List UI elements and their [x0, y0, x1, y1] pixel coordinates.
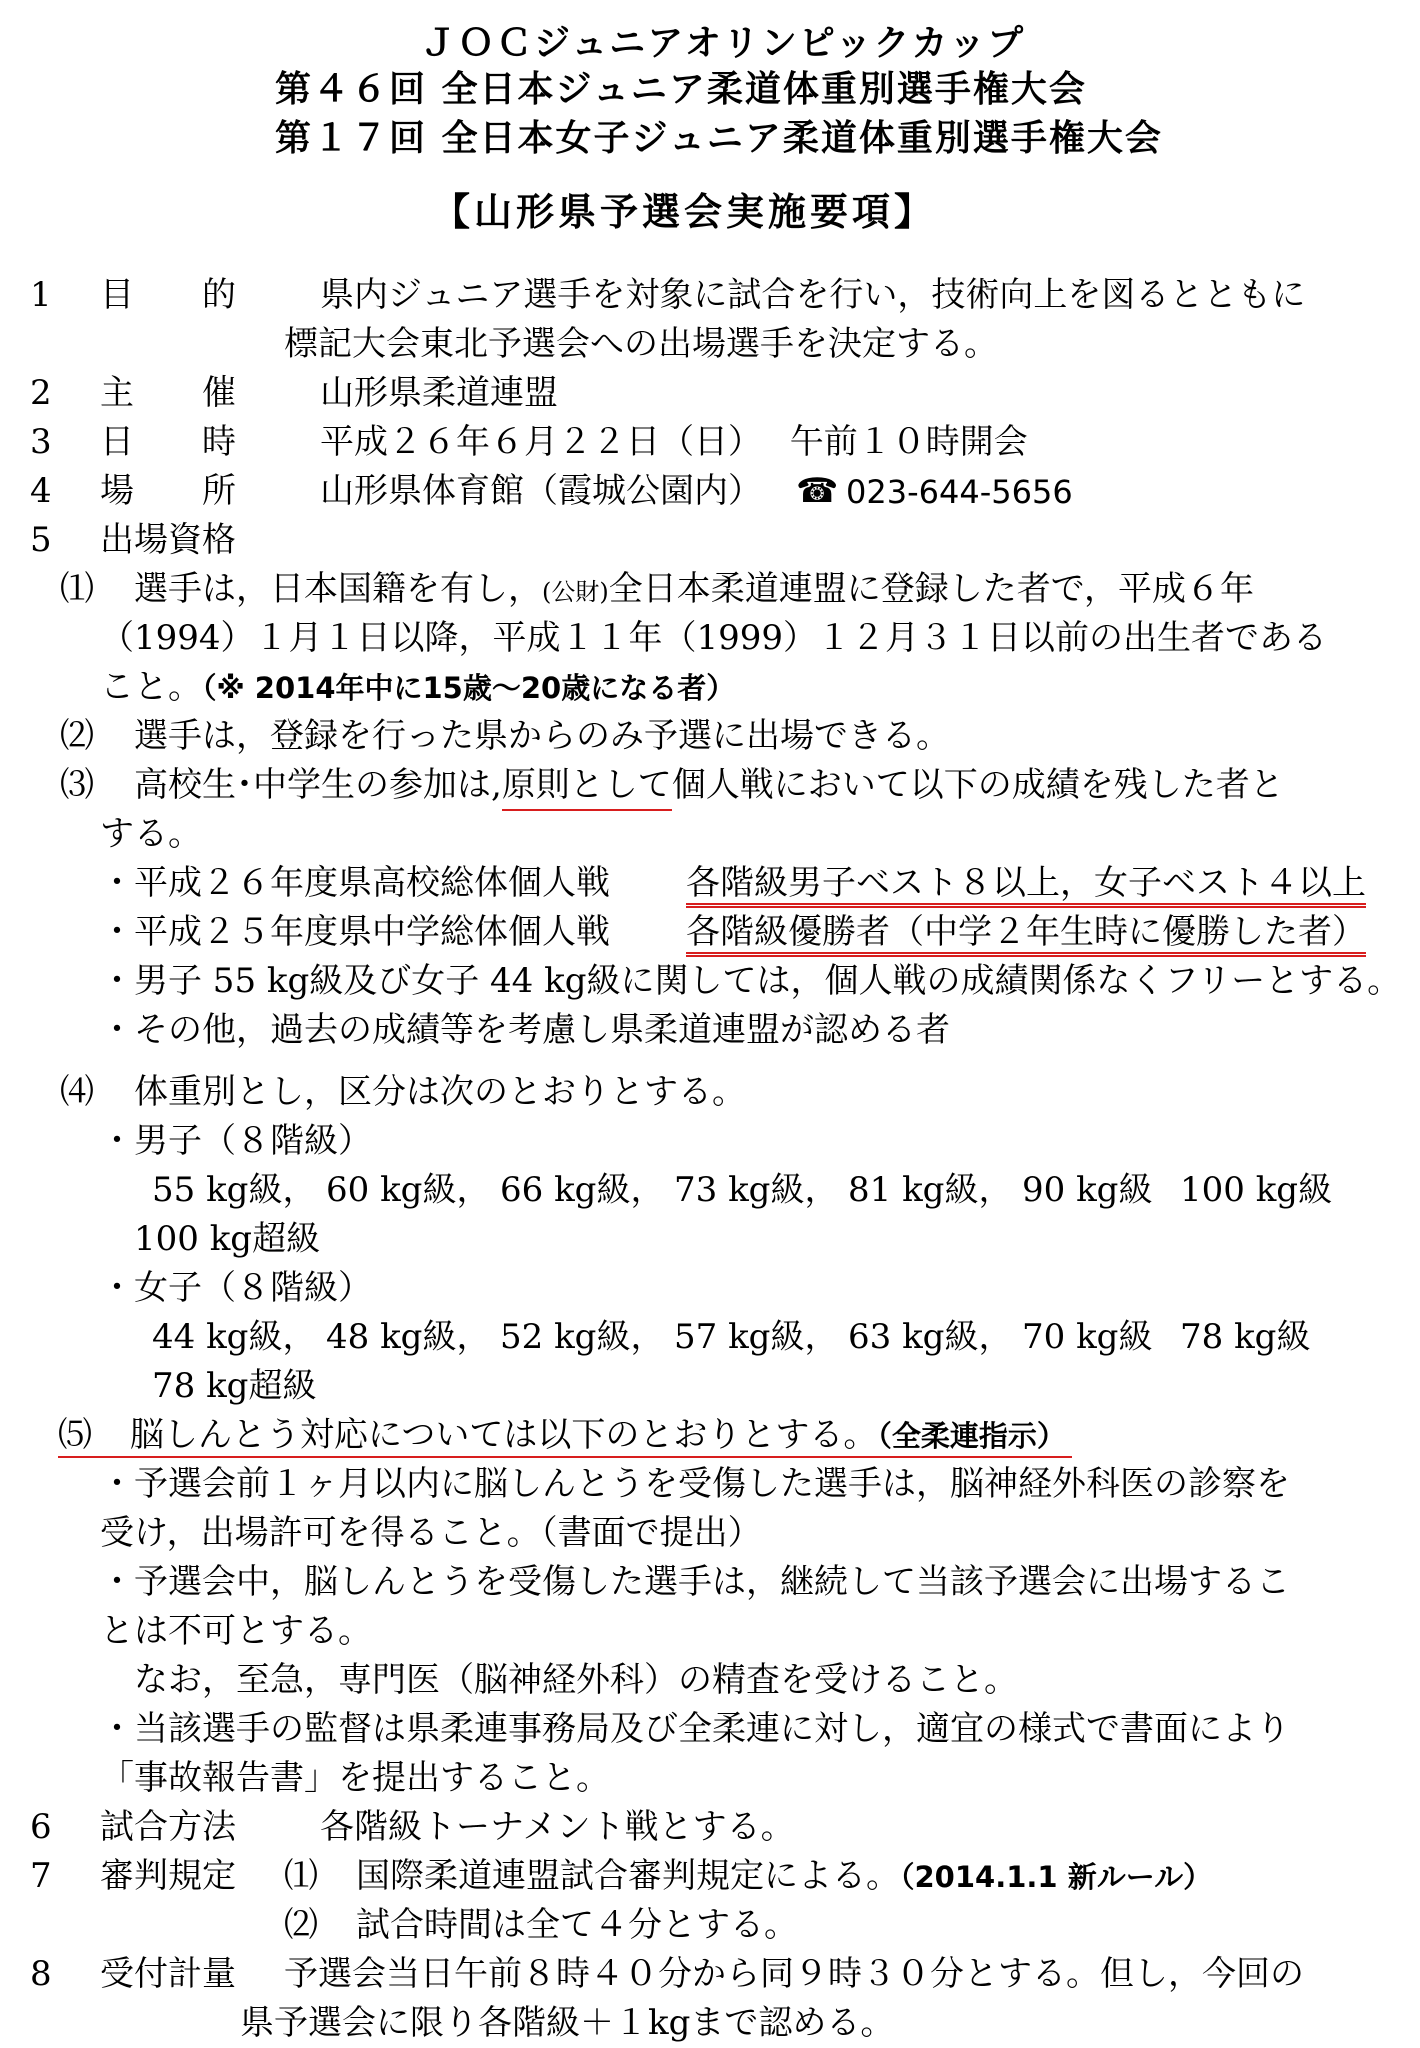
concussion-point-2: ・予選会中，脳しんとうを受傷した選手は，継続して当該予選会に出場するこ — [100, 1562, 1290, 1602]
section-7-number: 7 — [30, 1856, 52, 1896]
women-class: 70 kg級 — [1022, 1317, 1153, 1357]
men-class: 73 kg級， — [674, 1170, 839, 1210]
item-2-text: 選手は，登録を行った県からのみ予選に出場できる。 — [134, 716, 950, 756]
section-7-text-2: 試合時間は全て４分とする。 — [356, 1905, 798, 1945]
concussion-point-3: ・当該選手の監督は県柔連事務局及び全柔連に対し，適宜の様式で書面により — [100, 1709, 1290, 1749]
section-7-label: 審判規定 — [100, 1856, 236, 1896]
women-class: 52 kg級， — [500, 1317, 665, 1357]
section-4-label: 場 所 — [100, 471, 236, 511]
section-8-number: 8 — [30, 1954, 52, 1994]
item-3-mark: ⑶ — [60, 765, 94, 805]
item-1-line-2: （1994）１月１日以降，平成１１年（1999）１２月３１日以前の出生者である — [100, 618, 1328, 658]
item-4-mark: ⑷ — [60, 1072, 94, 1112]
women-classes-label: ・女子（８階級） — [100, 1268, 372, 1308]
section-8-text-cont: 県予選会に限り各階級＋１kgまで認める。 — [240, 2003, 895, 2043]
concussion-point-2-cont: とは不可とする。 — [100, 1611, 372, 1651]
concussion-point-1-cont: 受け，出場許可を得ること。（書面で提出） — [100, 1513, 762, 1553]
item-3-bullet-2-criteria: 各階級優勝者（中学２年生時に優勝した者） — [686, 915, 1366, 957]
concussion-point-1: ・予選会前１ヶ月以内に脳しんとうを受傷した選手は，脳神経外科医の診察を — [100, 1464, 1290, 1504]
item-1-mark: ⑴ — [60, 569, 94, 609]
item-3-bullet-3: ・男子 55 kg級及び女子 44 kg級に関しては，個人戦の成績関係なくフリーとする。 — [100, 961, 1402, 1001]
item-3-line-1 — [134, 765, 1284, 805]
section-1-text: 県内ジュニア選手を対象に試合を行い，技術向上を図るとともに — [320, 275, 1306, 315]
men-class: 90 kg級 — [1022, 1170, 1153, 1210]
item-1-text-end: こと。 — [100, 667, 202, 707]
item-3-text-c: 個人戦において以下の成績を残した者と — [671, 765, 1284, 805]
item-3-bullet-1-criteria: 各階級男子ベスト８以上，女子ベスト４以上 — [686, 866, 1366, 908]
women-class-last: 78 kg超級 — [152, 1366, 317, 1406]
section-1-number: 1 — [30, 275, 52, 315]
header-line-2: 第４６回 全日本ジュニア柔道体重別選手権大会 — [275, 69, 1087, 110]
section-3-number: 3 — [30, 422, 52, 462]
section-2-text: 山形県柔道連盟 — [320, 373, 558, 413]
item-1-kozai: (公財) — [542, 578, 609, 606]
section-8-label: 受付計量 — [100, 1954, 236, 1994]
section-2-label: 主 催 — [100, 373, 236, 413]
section-6-label: 試合方法 — [100, 1807, 236, 1847]
section-1-text-cont: 標記大会東北予選会への出場選手を決定する。 — [284, 324, 998, 364]
item-4-text: 体重別とし，区分は次のとおりとする。 — [134, 1072, 746, 1112]
men-class: 55 kg級， — [152, 1170, 317, 1210]
item-2-mark: ⑵ — [60, 716, 94, 756]
men-classes-label: ・男子（８階級） — [100, 1121, 372, 1161]
item-1-age-note: （※ 2014年中に15歳～20歳になる者） — [202, 671, 736, 705]
item-5-mark: ⑸ — [58, 1415, 92, 1455]
item-5-text: 脳しんとう対応については以下のとおりとする。 — [130, 1415, 878, 1455]
section-7-mark-2: ⑵ — [284, 1905, 318, 1945]
item-3-bullet-2: ・平成２５年度県中学総体個人戦 — [100, 912, 610, 952]
men-class: 66 kg級， — [500, 1170, 665, 1210]
concussion-point-3-cont: 「事故報告書」を提出すること。 — [100, 1758, 610, 1798]
item-1-text-c: 全日本柔道連盟に登録した者で，平成６年 — [608, 569, 1255, 609]
item-5-note: （全柔連指示） — [877, 1419, 1066, 1453]
section-7-new-rule: （2014.1.1 新ルール） — [900, 1860, 1213, 1894]
header-line-3: 第１７回 全日本女子ジュニア柔道体重別選手権大会 — [275, 118, 1163, 159]
section-6-text: 各階級トーナメント戦とする。 — [320, 1807, 795, 1847]
item-3-bullet-4: ・その他，過去の成績等を考慮し県柔道連盟が認める者 — [100, 1010, 950, 1050]
women-class: 44 kg級， — [152, 1317, 317, 1357]
item-3-line-2: する。 — [100, 814, 202, 854]
section-2-number: 2 — [30, 373, 52, 413]
section-4-phone: 023-644-5656 — [846, 473, 1073, 511]
men-class: 60 kg級， — [326, 1170, 491, 1210]
section-7-mark-1: ⑴ — [284, 1856, 318, 1896]
men-class: 81 kg級， — [848, 1170, 1013, 1210]
item-1-text-a: 選手は，日本国籍を有し， — [134, 569, 542, 609]
section-5-label: 出場資格 — [100, 520, 236, 560]
section-7-rule: 国際柔道連盟試合審判規定による。 — [356, 1856, 900, 1896]
item-3-gensoku: 原則として — [502, 765, 672, 811]
section-6-number: 6 — [30, 1807, 52, 1847]
women-class: 78 kg級 — [1180, 1317, 1311, 1357]
women-class: 48 kg級， — [326, 1317, 491, 1357]
item-3-text-a: 高校生･中学生の参加は, — [134, 765, 502, 805]
item-5-heading — [58, 1415, 1072, 1458]
section-3-label: 日 時 — [100, 422, 236, 462]
section-8-text: 予選会当日午前８時４０分から同９時３０分とする。但し，今回の — [284, 1954, 1304, 1994]
item-3-bullet-1: ・平成２６年度県高校総体個人戦 — [100, 863, 610, 903]
header-line-1: ＪＯＣジュニアオリンピックカップ — [420, 23, 1026, 64]
section-4-text: 山形県体育館（霞城公園内） — [320, 471, 762, 511]
men-class-last: 100 kg超級 — [134, 1219, 321, 1259]
section-5-number: 5 — [30, 520, 52, 560]
women-class: 57 kg級， — [674, 1317, 839, 1357]
men-class: 100 kg級 — [1180, 1170, 1333, 1210]
item-1-line-1 — [134, 569, 1255, 609]
item-1-line-3 — [100, 667, 736, 707]
section-4-number: 4 — [30, 471, 52, 511]
section-1-label: 目 的 — [100, 275, 236, 315]
women-class: 63 kg級， — [848, 1317, 1013, 1357]
section-3-text: 平成２６年６月２２日（日） 午前１０時開会 — [320, 422, 1028, 462]
concussion-point-2-note: なお，至急，専門医（脳神経外科）の精査を受けること。 — [134, 1660, 1018, 1700]
section-7-text-1 — [356, 1856, 1213, 1896]
document-subtitle: 【山形県予選会実施要項】 — [432, 190, 937, 234]
phone-icon: ☎ — [796, 471, 839, 511]
